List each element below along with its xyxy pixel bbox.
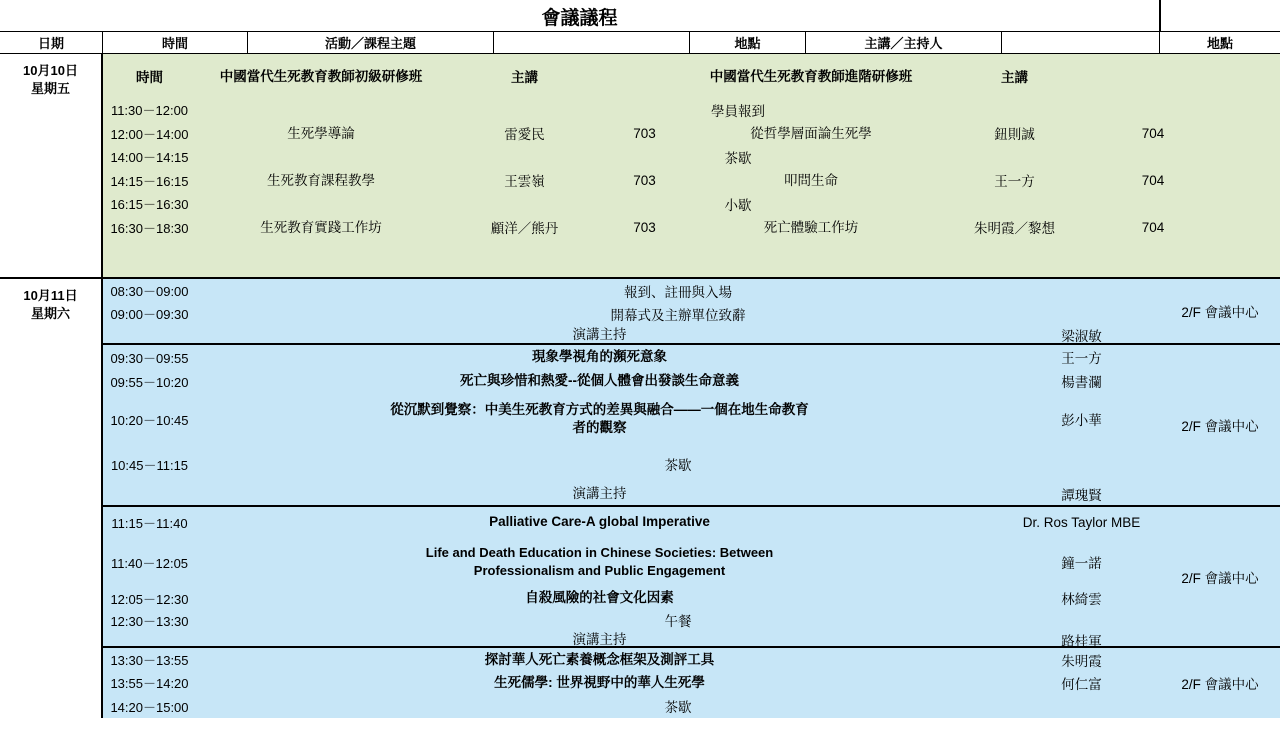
header-time: 時間: [103, 32, 248, 53]
agenda-row-time: 12:05－12:30: [110, 591, 189, 607]
agenda-row-text: 茶歇: [664, 458, 692, 473]
day1-row-speaker1: 顧洋／熊丹: [490, 221, 559, 236]
agenda-row: [103, 279, 1160, 302]
header-speaker: 主講／主持人: [806, 32, 1002, 53]
day2-section-rows: [103, 507, 1160, 649]
day1-row-time: 14:00－14:15: [110, 150, 189, 165]
agenda-chair-row: [103, 483, 1160, 505]
day2-section-rows: [103, 279, 1160, 343]
day1-row: [103, 215, 1280, 239]
page-title: 會議議程: [0, 0, 1160, 32]
day2-section: [103, 345, 1280, 507]
agenda-chair-label: 演講主持: [572, 486, 627, 501]
day2-section-rows: [103, 345, 1160, 505]
day1-row-speaker1: 王雲嶺: [504, 174, 545, 189]
day1-track1-title: 中國當代生死教育教師初級研修班: [219, 68, 423, 84]
agenda-row: [103, 587, 1160, 609]
day1-row-speaker2: 王一方: [994, 174, 1035, 189]
day1-row-location1: 703: [633, 219, 656, 235]
day1-row-time: 12:00－14:00: [110, 126, 189, 142]
day2-band: [0, 279, 1280, 718]
agenda-row: [103, 537, 1160, 587]
day1-row-speaker2: 朱明霞／黎想: [974, 221, 1055, 236]
agenda-chair-name: 路桂軍: [1061, 633, 1102, 649]
agenda-row-time: 09:00－09:30: [110, 307, 189, 322]
agenda-row-speaker: 彭小華: [1061, 413, 1102, 428]
agenda-row-time: 13:55－14:20: [110, 676, 189, 691]
day1-row-time: 14:15－16:15: [110, 173, 189, 189]
agenda-row: [103, 445, 1160, 483]
agenda-row-time: 12:30－13:30: [110, 613, 189, 629]
agenda-chair-name: 譚瑰賢: [1061, 488, 1102, 503]
day2-section-location: 2/F 會議中心: [1181, 305, 1259, 320]
agenda-row-speaker: 鐘一諾: [1061, 556, 1102, 571]
day1-row-topic1: 生死學導論: [287, 125, 355, 141]
agenda-chair-row: [103, 631, 1160, 648]
agenda-chair-row: [103, 325, 1160, 345]
day1-row-speaker1: 雷愛民: [504, 127, 545, 142]
header-location-2: 地點: [1206, 36, 1233, 51]
agenda-row-text: 報到、註冊與入場: [624, 284, 732, 300]
day1-row: [103, 145, 1280, 168]
day1-row-topic2: 從哲學層面論生死學: [750, 125, 872, 141]
title-row: [0, 0, 1280, 32]
day1-row-location2: 704: [1141, 219, 1165, 235]
agenda-row: [103, 609, 1160, 631]
day1-row-full: 小歇: [724, 197, 752, 213]
agenda-row-topic: 生死儒學: 世界視野中的華人生死學: [494, 674, 705, 690]
day1-row-topic1: 生死教育實踐工作坊: [260, 219, 382, 235]
agenda-row: [103, 507, 1160, 537]
table-header-row: [0, 32, 1280, 54]
agenda-row-time: 08:30－09:00: [110, 284, 189, 299]
agenda-row-time: 10:20－10:45: [110, 412, 189, 428]
day1-row-topic2: 死亡體驗工作坊: [763, 219, 859, 235]
agenda-row: [103, 694, 1160, 718]
day1-row-full: 茶歇: [724, 150, 752, 166]
day1-date-cell: [0, 54, 103, 277]
day2-section-location: 2/F 會議中心: [1181, 419, 1259, 434]
day1-row: [103, 121, 1280, 145]
day1-row: [103, 168, 1280, 192]
day1-row-speaker2: 鈕則誠: [994, 127, 1035, 142]
agenda-row: [103, 393, 1160, 445]
day1-row: [103, 98, 1280, 121]
day1-row-location2: 704: [1141, 172, 1165, 188]
day1-row-full: 學員報到: [711, 103, 765, 119]
header-date: 日期: [0, 32, 103, 53]
day1-subheader-time: 時間: [136, 70, 163, 85]
day1-row: [103, 192, 1280, 215]
title-blank-cell: [1160, 0, 1280, 32]
day2-section: [103, 279, 1280, 345]
agenda-row-speaker: 朱明霞: [1061, 653, 1102, 669]
agenda-row-time: 13:30－13:55: [110, 653, 189, 668]
day2-date-cell: [0, 279, 103, 718]
agenda-chair-label: 演講主持: [572, 631, 627, 647]
agenda-row: [103, 648, 1160, 671]
agenda-row-speaker: 楊書瀾: [1061, 375, 1102, 390]
agenda-row-topic: 從沉默到覺察：中美生死教育方式的差異與融合——一個在地生命教育者的觀察: [390, 402, 809, 435]
header-blank-2: [1002, 32, 1160, 53]
day1-row-location2: 704: [1141, 125, 1165, 141]
day1-row-time: 16:15－16:30: [110, 197, 189, 212]
day1-band: [0, 54, 1280, 279]
agenda-row-topic: Life and Death Education in Chinese Societies: Between Professionalism and Public Engagement: [425, 545, 774, 578]
header-topic: 活動／課程主題: [248, 32, 494, 53]
agenda-row-speaker: 林綺雲: [1061, 592, 1102, 607]
day2-date-line2: 星期六: [30, 306, 70, 321]
agenda-chair-label: 演講主持: [572, 327, 627, 342]
agenda-row-topic: 自殺風險的社會文化因素: [525, 590, 674, 605]
agenda-chair-name: 梁淑敏: [1061, 329, 1102, 344]
day1-row-location1: 703: [633, 172, 656, 188]
day1-body: [103, 54, 1280, 277]
day2-section-rows: [103, 648, 1160, 718]
agenda-row-text: 茶歇: [664, 700, 692, 715]
agenda-row-text: 開幕式及主辦單位致辭: [610, 307, 746, 323]
agenda-row-time: 14:20－15:00: [110, 699, 189, 715]
day1-track2-speaker-label: 主講: [1001, 70, 1028, 85]
agenda-row: [103, 302, 1160, 325]
agenda-row-topic: 探討華人死亡素養概念框架及測評工具: [484, 651, 715, 667]
day2-date-line1: 10月11日: [23, 288, 78, 303]
day1-row-location1: 703: [633, 125, 656, 141]
day1-subheader: [103, 54, 1280, 98]
agenda-row: [103, 345, 1160, 369]
day1-row-topic2: 叩問生命: [784, 172, 838, 188]
agenda-row-text: 午餐: [664, 614, 692, 629]
day2-section-location: 2/F 會議中心: [1181, 570, 1259, 586]
agenda-row-topic: 現象學視角的瀕死意象: [532, 349, 667, 364]
agenda-row-time: 09:55－10:20: [110, 374, 189, 390]
agenda-row-topic: Palliative Care-A global Imperative: [489, 514, 710, 529]
day1-row-time: 16:30－18:30: [110, 220, 189, 236]
day1-date-line2: 星期五: [30, 81, 70, 96]
agenda-row-speaker: 王一方: [1061, 351, 1102, 366]
agenda-row-speaker: 何仁富: [1061, 676, 1102, 692]
day1-row-time: 11:30－12:00: [110, 103, 189, 118]
day2-section: [103, 507, 1280, 648]
agenda-row-topic: 死亡與珍惜和熱愛--從個人體會出發談生命意義: [460, 373, 739, 388]
day1-row-topic1: 生死教育課程教學: [267, 172, 375, 188]
day1-date-line1: 10月10日: [23, 63, 78, 78]
day1-track2-title: 中國當代生死教育教師進階研修班: [709, 68, 913, 84]
day1-track1-speaker-label: 主講: [511, 70, 538, 85]
agenda-row: [103, 369, 1160, 393]
agenda-row-time: 09:30－09:55: [110, 350, 189, 366]
header-location-1: 地點: [690, 32, 806, 53]
day2-section: [103, 648, 1280, 718]
agenda-row-time: 11:40－12:05: [110, 555, 189, 571]
header-blank-1: [494, 32, 690, 53]
agenda-row-time: 10:45－11:15: [110, 457, 189, 473]
day2-body: [103, 279, 1280, 718]
agenda-row: [103, 671, 1160, 694]
agenda-row-speaker: Dr. Ros Taylor MBE: [1022, 514, 1141, 530]
day2-section-location: 2/F 會議中心: [1181, 677, 1259, 692]
agenda-row-time: 11:15－11:40: [111, 515, 188, 531]
